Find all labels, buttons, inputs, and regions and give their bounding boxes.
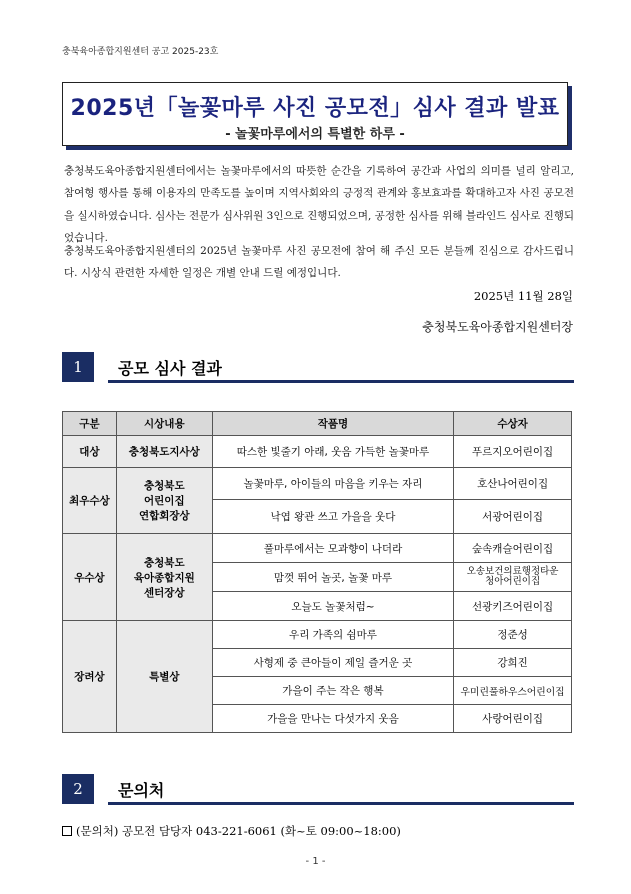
work-cell: 따스한 빛줄기 아래, 웃음 가득한 놀꽃마루	[212, 436, 453, 468]
work-cell: 가을을 만나는 다섯가지 웃음	[212, 705, 453, 733]
section-number: 2	[62, 774, 94, 804]
section-number: 1	[62, 352, 94, 382]
work-cell: 놀꽃마루, 아이들의 마음을 키우는 자리	[212, 468, 453, 500]
winner-line: 청아어린이집	[485, 576, 541, 587]
work-cell: 가을이 주는 작은 행복	[212, 677, 453, 705]
winner-cell: 우미린풀하우스어린이집	[454, 677, 572, 705]
table-row	[63, 468, 572, 500]
table-row	[63, 534, 572, 563]
announcement-date: 2025년 11월 28일	[473, 289, 573, 303]
section-divider	[108, 802, 574, 805]
award-line: 충청북도	[144, 556, 185, 569]
winner-cell: 강희진	[454, 649, 572, 677]
award-line: 충청북도	[144, 480, 185, 492]
winner-cell: 선광키즈어린이집	[454, 592, 572, 621]
section-title: 문의처	[118, 781, 165, 800]
page-title: 2025년「놀꽃마루 사진 공모전」심사 결과 발표	[70, 96, 560, 121]
section-divider	[108, 380, 574, 383]
winner-cell	[454, 563, 572, 592]
category-cell: 최우수상	[63, 468, 117, 534]
work-cell: 풀마루에서는 모과향이 나더라	[212, 534, 453, 563]
thanks-paragraph: 충청북도육아종합지원센터의 2025년 놀꽃마루 사진 공모전에 참여 해 주신 모든 분들께 진심으로 감사드립니다. 시상식 관련한 자세한 일정은 개별 안내 드릴 예정입니다.	[64, 245, 574, 280]
work-cell: 오늘도 놀꽃처럼~	[212, 592, 453, 621]
category-cell: 우수상	[63, 534, 117, 621]
page-subtitle: - 놀꽃마루에서의 특별한 하루 -	[225, 127, 405, 142]
winner-cell: 서광어린이집	[454, 500, 572, 534]
header-award: 시상내용	[116, 412, 212, 436]
winner-cell: 푸르지오어린이집	[454, 436, 572, 468]
award-line: 연합회장상	[138, 510, 190, 522]
header-category: 구분	[63, 412, 117, 436]
award-cell: 특별상	[116, 621, 212, 733]
award-cell	[116, 468, 212, 534]
intro-paragraph: 충청북도육아종합지원센터에서는 놀꽃마루에서의 따뜻한 순간을 기록하여 공간과 사업의 의미를 널리 알리고, 참여형 행사를 통해 이용자의 만족도를 높이며 지역사회와의 긍정적 관계와 홍보효과를 확대하고자 사진 공모전을 실시하였습니다. 심사는 전문가 심사위원 3인으로 진행되었으며, 공정한 심사를 위해 블라인드 심사로 진행되었습니다.	[64, 165, 574, 245]
table-row	[63, 621, 572, 649]
winner-cell: 호산나어린이집	[454, 468, 572, 500]
page-number: - 1 -	[305, 856, 326, 867]
contact-line	[62, 823, 401, 839]
signer: 충청북도육아종합지원센터장	[422, 320, 573, 334]
results-table	[62, 411, 572, 733]
winner-cell: 숲속캐슬어린이집	[454, 534, 572, 563]
section-title: 공모 심사 결과	[118, 359, 222, 378]
checkbox-square-icon	[62, 826, 72, 836]
work-cell: 낙엽 왕관 쓰고 가을을 웃다	[212, 500, 453, 534]
header-winner: 수상자	[454, 412, 572, 436]
category-cell: 장려상	[63, 621, 117, 733]
winner-line: 오송보건의료행정타운	[466, 566, 559, 577]
work-cell: 우리 가족의 쉼마루	[212, 621, 453, 649]
title-box	[62, 82, 568, 146]
winner-cell: 정준성	[454, 621, 572, 649]
award-line: 센터장상	[144, 586, 185, 599]
winner-cell: 사랑어린이집	[454, 705, 572, 733]
contact-text: (문의처) 공모전 담당자 043-221-6061 (화~토 09:00~18:00)	[76, 824, 401, 838]
header-work: 작품명	[212, 412, 453, 436]
award-cell	[116, 534, 212, 621]
work-cell: 사형제 중 큰아들이 제일 즐거운 곳	[212, 649, 453, 677]
award-line: 육아종합지원	[133, 571, 195, 584]
award-cell: 충청북도지사상	[116, 436, 212, 468]
category-cell: 대상	[63, 436, 117, 468]
award-line: 어린이집	[144, 495, 185, 507]
document-number: 충북육아종합지원센터 공고 2025-23호	[62, 47, 219, 57]
table-row	[63, 436, 572, 468]
work-cell: 맘껏 뛰어 놀곳, 놀꽃 마루	[212, 563, 453, 592]
